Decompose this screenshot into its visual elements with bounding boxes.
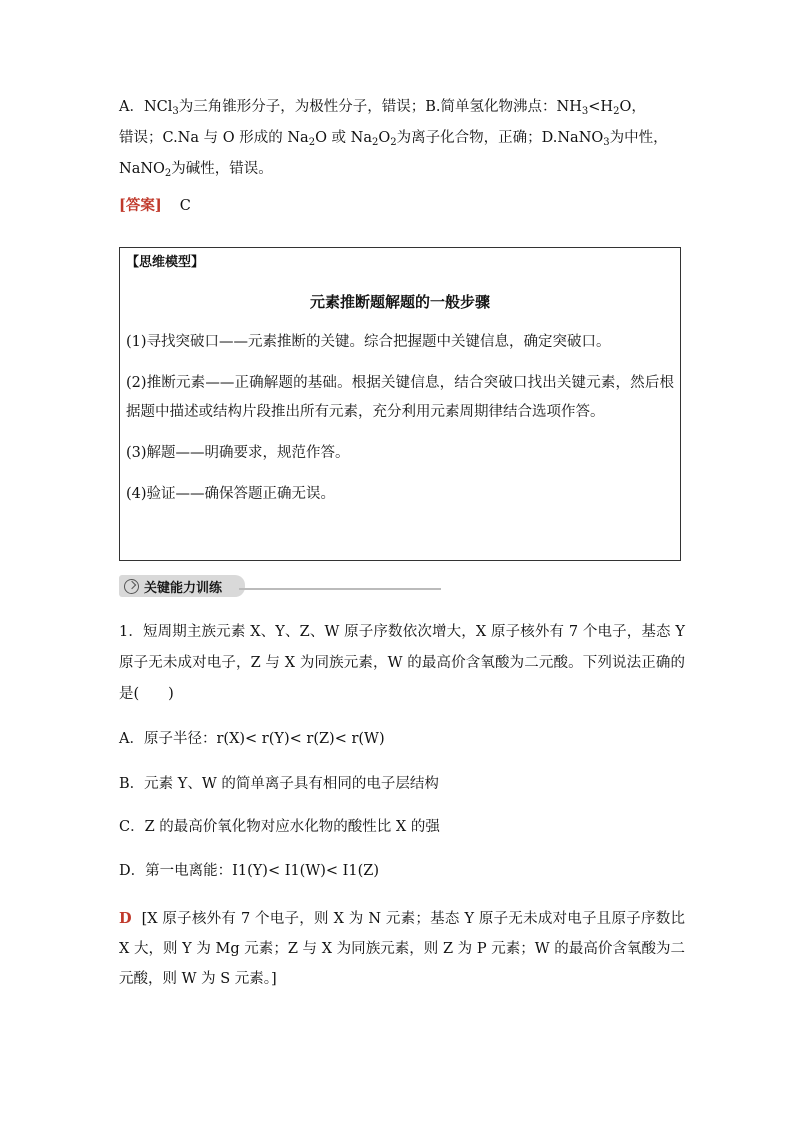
answer-value: C xyxy=(179,198,191,214)
step-item: (2)推断元素——正确解题的基础。根据关键信息，结合突破口找出关键元素，然后根据题中描述或结构片段推出所有元素，充分利用元素周期律结合选项作答。 xyxy=(126,375,674,420)
option-a: A．原子半径：r(X)< r(Y)< r(Z)< r(W) xyxy=(119,731,385,747)
step-item: (4)验证——确保答题正确无误。 xyxy=(126,486,336,502)
question-explanation xyxy=(119,904,685,994)
section-banner xyxy=(119,575,441,597)
thinking-model-box xyxy=(119,247,681,561)
step-item: (1)寻找突破口——元素推断的关键。综合把握题中关键信息，确定突破口。 xyxy=(126,334,611,350)
explanation-text: [X 原子核外有 7 个电子，则 X 为 N 元素；基态 Y 原子无未成对电子且原子序数比 X 大，则 Y 为 Mg 元素；Z 与 X 为同族元素，则 Z 为 P 元素；W 的最高价含氧酸为二元酸，则 W 为 S 元素。] xyxy=(119,911,685,987)
previous-answer-block xyxy=(119,92,685,221)
option-c: C．Z 的最高价氧化物对应水化物的酸性比 X 的强 xyxy=(119,819,440,835)
steps-list xyxy=(126,328,674,509)
explanation-line-3: NaNO$_2$为碱性，错误。 xyxy=(119,161,273,179)
question-stem: 1．短周期主族元素 X、Y、Z、W 原子序数依次增大，X 原子核外有 7 个电子，基态 Y 原子无未成对电子，Z 与 X 为同族元素，W 的最高价含氧酸为二元酸。下列说法正确的是( ) xyxy=(119,624,685,702)
option-b: B．元素 Y、W 的简单离子具有相同的电子层结构 xyxy=(119,776,439,792)
section-banner-label: 关键能力训练 xyxy=(144,580,223,596)
section-banner-divider xyxy=(239,588,441,590)
explanation-line-2: 错误；C.Na 与 O 形成的 $Na_2O$ 或 $Na_2O_2$为离子化合物，正确；D.NaNO$_3$为中性， xyxy=(119,130,668,148)
explanation-line-1: A．NCl$_3$为三角锥形分子，为极性分子，错误；B.简单氢化物沸点：$NH_3<H_2O$， xyxy=(119,99,646,117)
answer-letter: D xyxy=(119,910,132,927)
thinking-model-title: 元素推断题解题的一般步骤 xyxy=(309,293,490,311)
option-d: D．第一电离能：I1(Y)< I1(W)< I1(Z) xyxy=(119,863,379,879)
step-item: (3)解题——明确要求，规范作答。 xyxy=(126,445,350,461)
option-d-formula: I1(Y)< I1(W)< I1(Z) xyxy=(232,863,379,879)
thinking-model-tag: 【思维模型】 xyxy=(126,255,205,270)
question-block xyxy=(119,617,685,879)
section-banner-badge xyxy=(119,575,245,597)
answer-line xyxy=(119,191,685,221)
option-a-formula: r(X)< r(Y)< r(Z)< r(W) xyxy=(216,731,385,747)
check-circle-icon xyxy=(124,579,139,594)
answer-label: [答案] xyxy=(119,197,162,214)
